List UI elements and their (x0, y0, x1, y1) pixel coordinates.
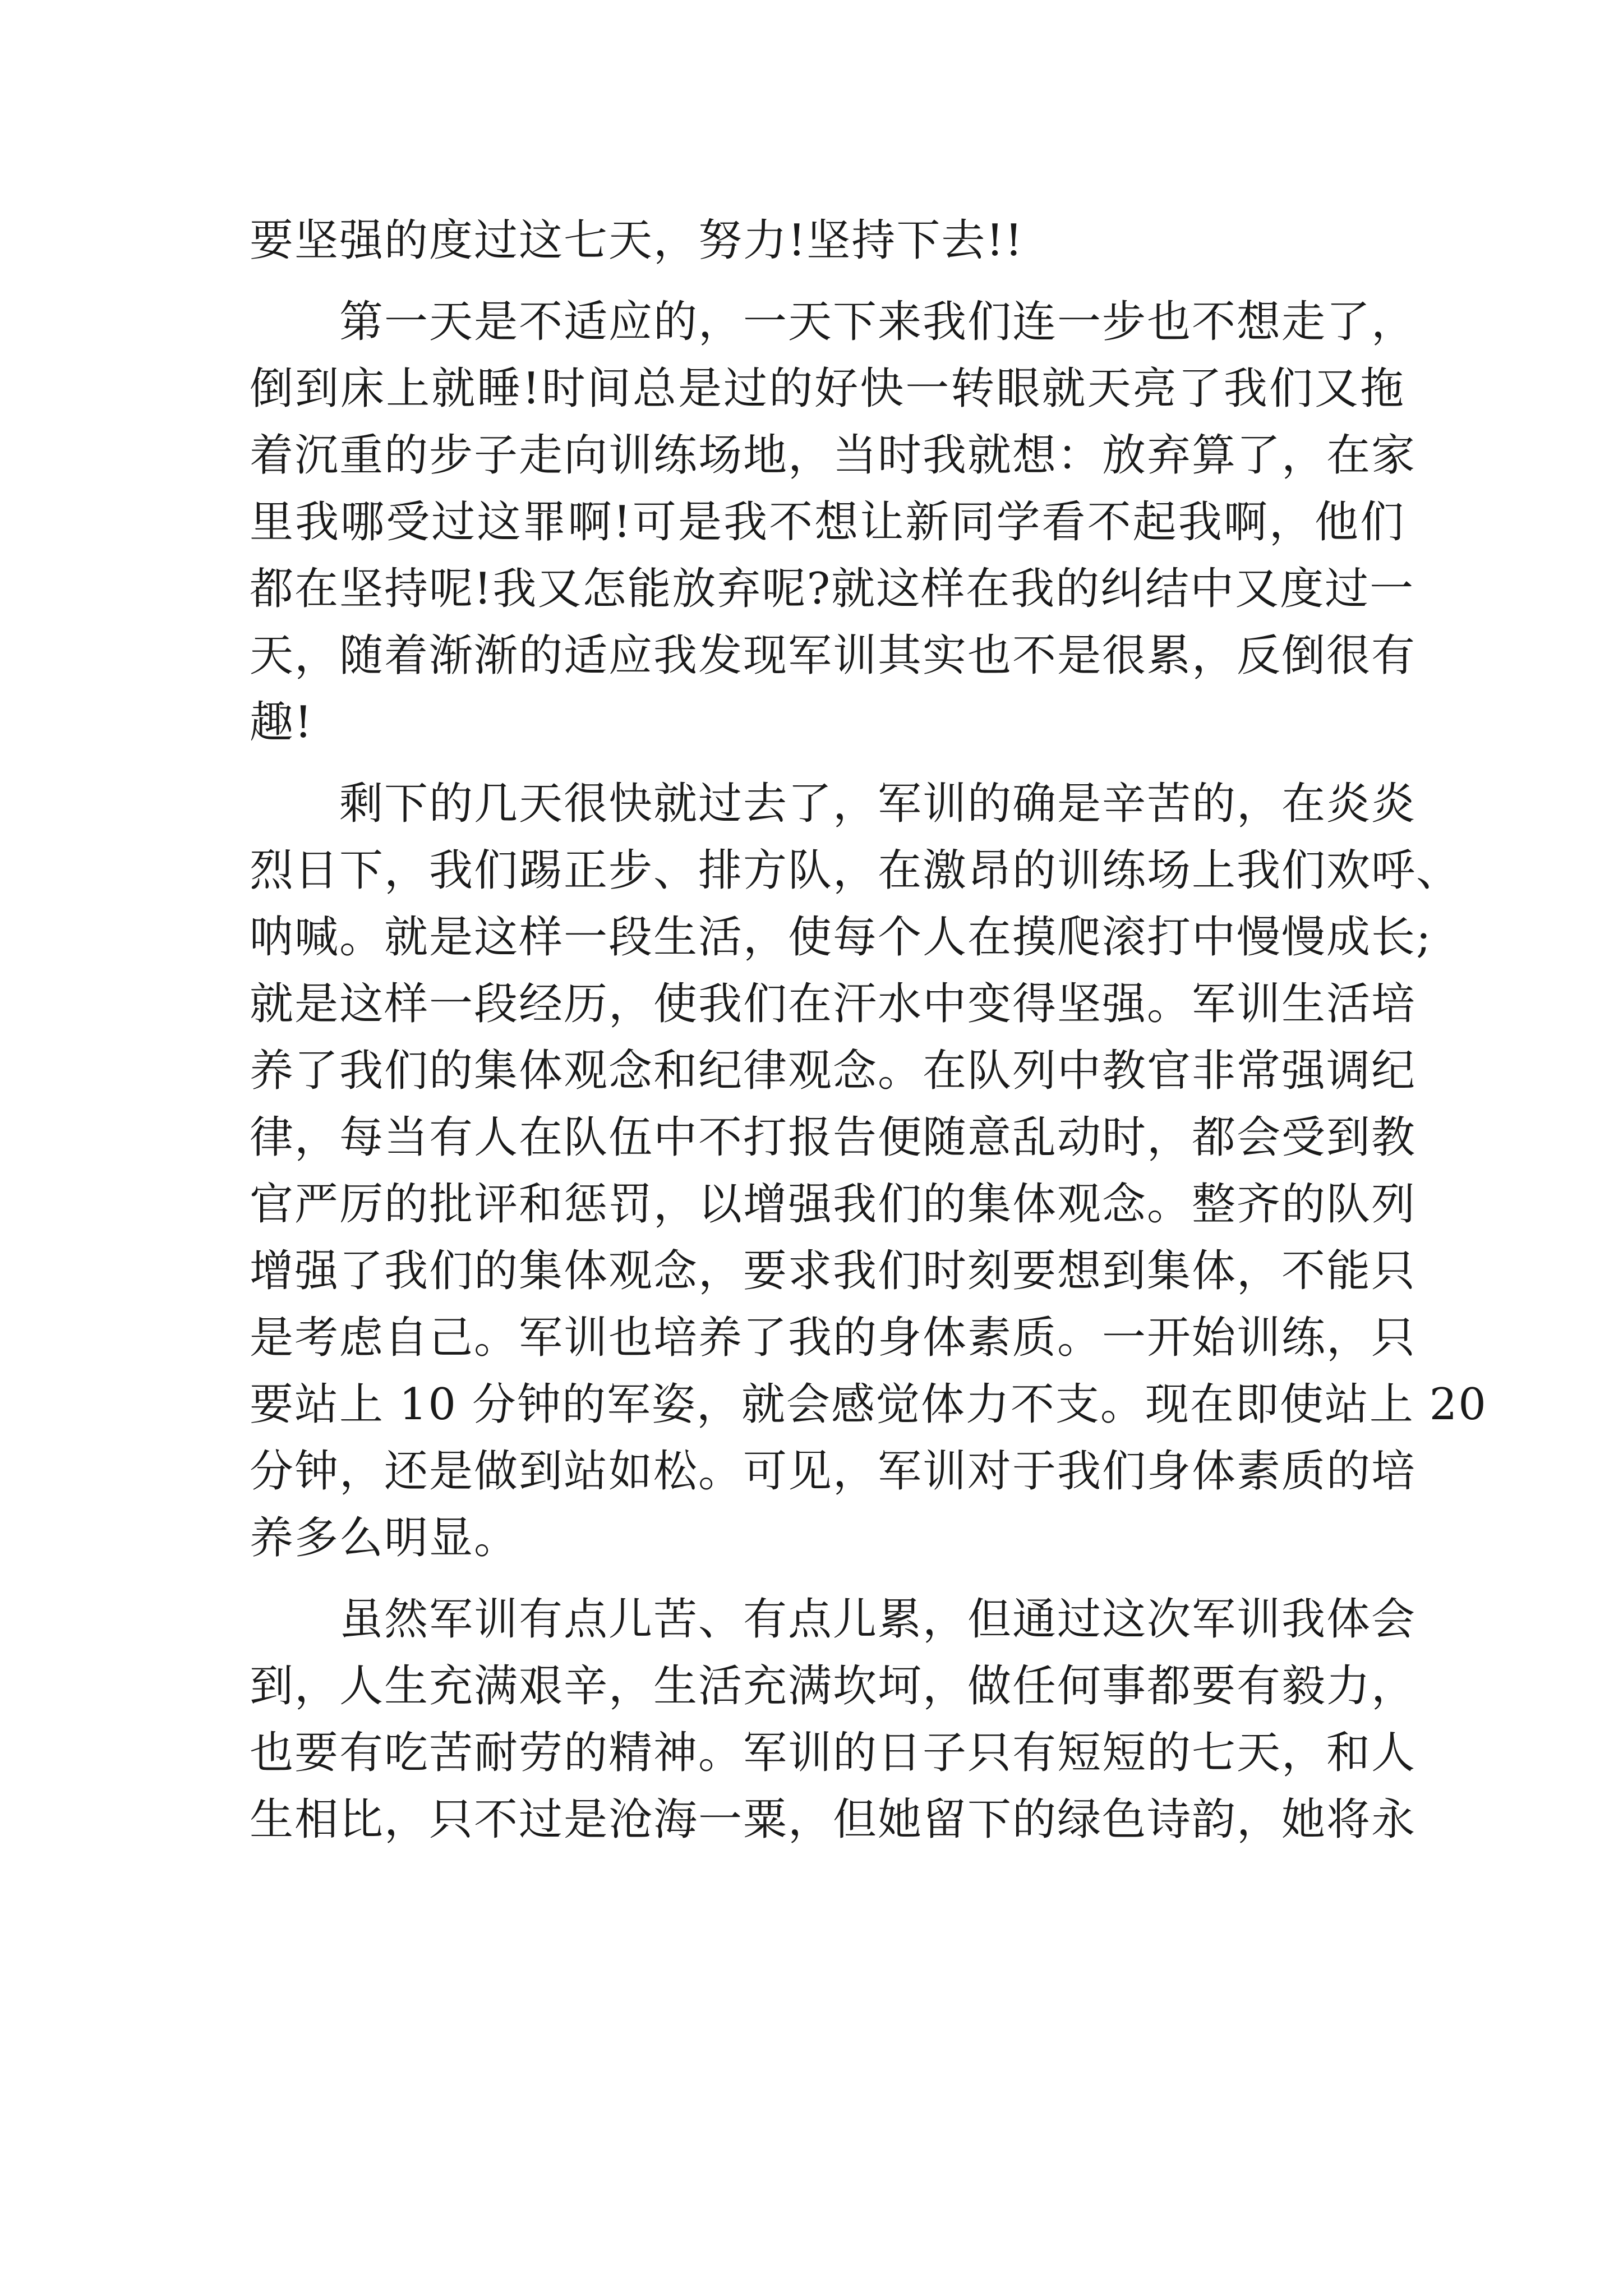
text-line: 第一天是不适应的，一天下来我们连一步也不想走了， (250, 297, 1417, 347)
text-line: 就是这样一段经历，使我们在汗水中变得坚强。军训生活培 (250, 979, 1417, 1029)
paragraph-gap (250, 756, 1405, 771)
text-line: 趣! (250, 697, 313, 748)
text-line: 也要有吃苦耐劳的精神。军训的日子只有短短的七天，和人 (250, 1728, 1417, 1778)
paragraph-gap (250, 1572, 1405, 1586)
text-line: 要站上 10 分钟的军姿，就会感觉体力不支。现在即使站上 20 (250, 1379, 1487, 1430)
text-line: 分钟，还是做到站如松。可见，军训对于我们身体素质的培 (250, 1446, 1417, 1497)
paragraph-2 (250, 289, 1417, 756)
text-line: 养多么明显。 (250, 1513, 519, 1563)
text-line: 倒到床上就睡!时间总是过的好快一转眼就天亮了我们又拖 (250, 364, 1405, 414)
text-line: 律，每当有人在队伍中不打报告便随意乱动时，都会受到教 (250, 1112, 1417, 1163)
paragraph-3 (250, 771, 1487, 1572)
text-line: 要坚强的度过这七天，努力!坚持下去!! (250, 215, 1024, 266)
text-line: 到，人生充满艰辛，生活充满坎坷，做任何事都要有毅力， (250, 1661, 1417, 1711)
text-line: 都在坚持呢!我又怎能放弃呢?就这样在我的纠结中又度过一 (250, 564, 1415, 614)
text-line: 剩下的几天很快就过去了，军训的确是辛苦的，在炎炎 (250, 779, 1417, 829)
text-line: 养了我们的集体观念和纪律观念。在队列中教官非常强调纪 (250, 1046, 1417, 1096)
text-line: 生相比，只不过是沧海一粟，但她留下的绿色诗韵，她将永 (250, 1795, 1417, 1845)
text-line: 天，随着渐渐的适应我发现军训其实也不是很累，反倒很有 (250, 631, 1417, 681)
text-line: 烈日下，我们踢正步、排方队，在激昂的训练场上我们欢呼、 (250, 845, 1461, 896)
text-line: 着沉重的步子走向训练场地，当时我就想：放弃算了，在家 (250, 430, 1417, 481)
document-body (250, 208, 1487, 1853)
paragraph-gap (250, 274, 1405, 289)
text-line: 呐喊。就是这样一段生活，使每个人在摸爬滚打中慢慢成长; (250, 912, 1432, 963)
paragraph-1 (250, 208, 1405, 274)
text-line: 里我哪受过这罪啊!可是我不想让新同学看不起我啊，他们 (250, 497, 1405, 547)
text-line: 是考虑自己。军训也培养了我的身体素质。一开始训练，只 (250, 1313, 1417, 1363)
text-line: 虽然军训有点儿苦、有点儿累，但通过这次军训我体会 (250, 1594, 1417, 1645)
text-line: 增强了我们的集体观念，要求我们时刻要想到集体，不能只 (250, 1246, 1417, 1296)
paragraph-4 (250, 1586, 1417, 1853)
text-line: 官严厉的批评和惩罚，以增强我们的集体观念。整齐的队列 (250, 1179, 1417, 1230)
